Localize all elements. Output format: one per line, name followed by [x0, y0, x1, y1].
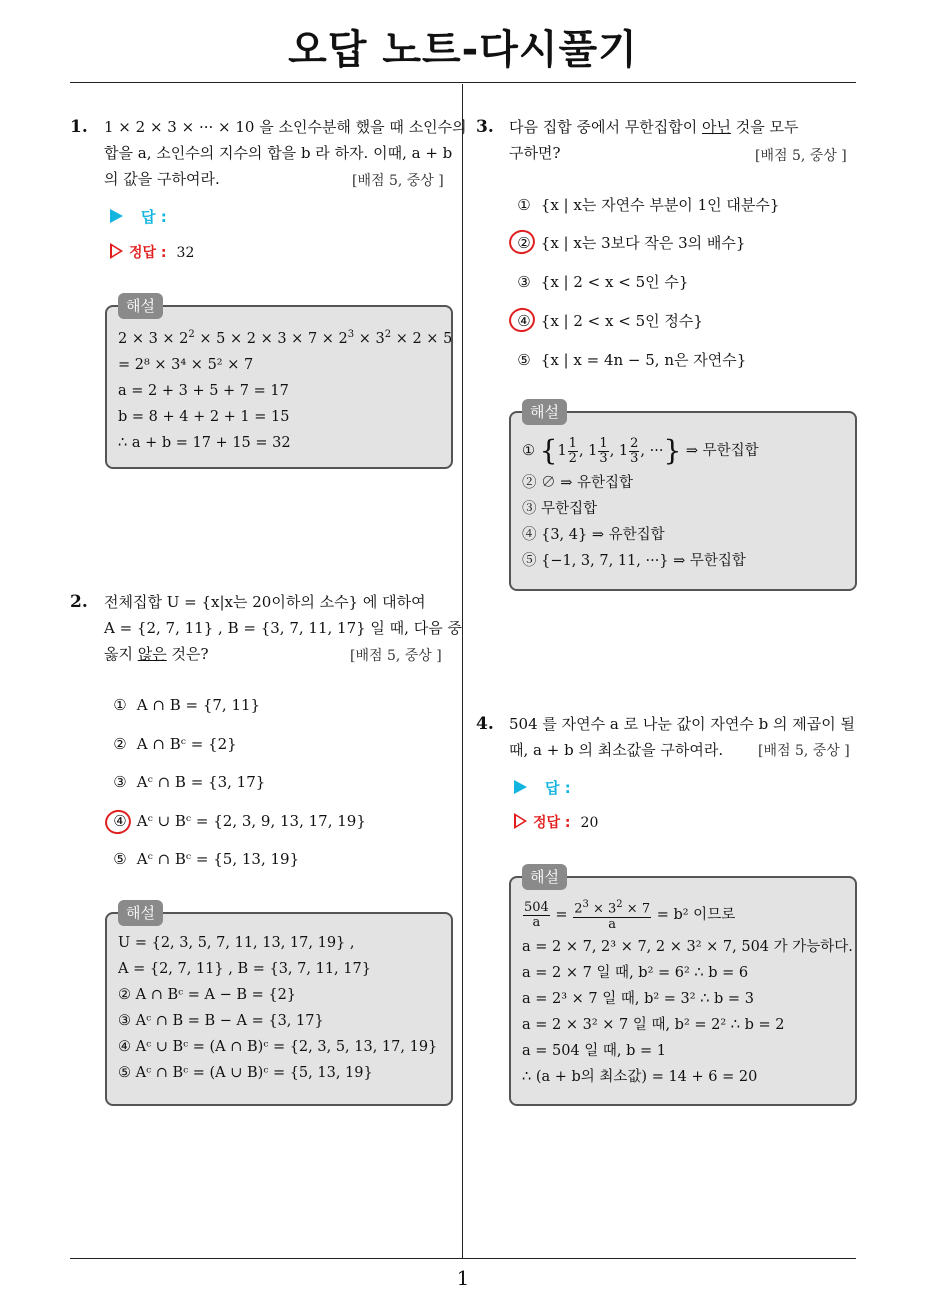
answer-label: 답 :	[141, 208, 167, 226]
question-3-score: [배점 5, 중상 ]	[755, 148, 847, 164]
solution-line: ⑤ {−1, 3, 7, 11, ···} ⇒ 무한집합	[522, 553, 746, 569]
solution-line: ④ Aᶜ ∪ Bᶜ = (A ∩ B)ᶜ = {2, 3, 5, 13, 17, 19}	[118, 1039, 438, 1055]
solution-line: ∴ a + b = 17 + 15 = 32	[118, 434, 291, 451]
solution-line: ② ∅ ⇒ 유한집합	[522, 475, 634, 491]
solution-line: ③ Aᶜ ∩ B = B − A = {3, 17}	[118, 1013, 324, 1029]
question-1-line: 의 값을 구하여라.	[104, 170, 220, 188]
option-3[interactable]: ③ {x | 2 < x < 5인 수}	[517, 273, 689, 291]
solution-line: ③ 무한집합	[522, 501, 598, 517]
page-number: 1	[456, 1266, 470, 1290]
play-triangle-icon	[110, 209, 123, 223]
solution-tag: 해설	[118, 293, 163, 319]
option-2[interactable]: ② A ∩ Bᶜ = {2}	[113, 735, 237, 753]
question-3-number: 3.	[476, 117, 494, 137]
solution-line: A = {2, 7, 11} , B = {3, 7, 11, 17}	[118, 961, 371, 977]
solution-line: = 2⁸ × 3⁴ × 5² × 7	[118, 356, 254, 373]
answer-prompt	[110, 206, 167, 227]
question-1-score: [배점 5, 중상 ]	[352, 173, 444, 189]
outline-triangle-icon	[514, 813, 527, 829]
solution-line: b = 8 + 4 + 2 + 1 = 15	[118, 408, 290, 425]
answer-label: 답 :	[545, 779, 571, 797]
solution-line: a = 504 일 때, b = 1	[522, 1043, 667, 1059]
question-4-score: [배점 5, 중상 ]	[758, 743, 850, 759]
solution-tag: 해설	[118, 900, 163, 926]
footer-rule	[70, 1258, 856, 1259]
solution-line: ⑤ Aᶜ ∩ Bᶜ = (A ∪ B)ᶜ = {5, 13, 19}	[118, 1065, 373, 1081]
solution-line: U = {2, 3, 5, 7, 11, 13, 17, 19} ,	[118, 935, 355, 951]
option-4[interactable]: ④ {x | 2 < x < 5인 정수}	[517, 312, 703, 330]
solution-line: a = 2 × 7, 2³ × 7, 2 × 3² × 7, 504 가 가능하다.	[522, 939, 853, 955]
question-2-line: A = {2, 7, 11} , B = {3, 7, 11, 17} 일 때, 다음 중	[104, 619, 462, 637]
option-3[interactable]: ③ Aᶜ ∩ B = {3, 17}	[113, 773, 266, 791]
play-triangle-icon	[514, 780, 527, 794]
solution-text	[522, 896, 853, 1090]
column-divider	[462, 84, 463, 1258]
solution-line: ④ {3, 4} ⇒ 유한집합	[522, 527, 665, 543]
solution-tag: 해설	[522, 864, 567, 890]
question-2-number: 2.	[70, 592, 88, 612]
question-1-number: 1.	[70, 117, 88, 137]
solution-line: ① {1 $\frac{1}{2}$ , 1 $\frac{1}{3}$ , 1 $\frac{2}{3}$ , ···} ⇒ 무한집합	[522, 434, 759, 467]
solution-line: ∴ (a + b의 최소값) = 14 + 6 = 20	[522, 1069, 758, 1085]
solution-tag: 해설	[522, 399, 567, 425]
solution-line: ② A ∩ Bᶜ = A − B = {2}	[118, 987, 297, 1003]
solution-line: $2 \times 3 \times 2^2 \times 5 \times 2 \times 3 \times 7 \times 2^3 \times 3^2 \times 2 \times 5$	[118, 329, 453, 347]
header-rule	[70, 82, 856, 83]
answer-prompt	[514, 777, 571, 798]
option-5[interactable]: ⑤ Aᶜ ∩ Bᶜ = {5, 13, 19}	[113, 850, 300, 868]
solution-text	[522, 432, 759, 574]
option-5[interactable]: ⑤ {x | x = 4n − 5, n은 자연수}	[517, 351, 747, 369]
question-1-line: 1 × 2 × 3 × ··· × 10 을 소인수분해 했을 때 소인수의	[104, 118, 467, 136]
option-2[interactable]: ② {x | x는 3보다 작은 3의 배수}	[517, 234, 746, 252]
solution-text	[118, 930, 437, 1086]
outline-triangle-icon	[110, 243, 123, 259]
question-3-line: 구하면?	[509, 144, 561, 162]
option-1[interactable]: ① A ∩ B = {7, 11}	[113, 696, 261, 714]
question-4-number: 4.	[476, 714, 494, 734]
solution-line: a = 2³ × 7 일 때, b² = 3² ∴ b = 3	[522, 991, 754, 1007]
solution-line: a = 2 + 3 + 5 + 7 = 17	[118, 382, 289, 399]
solution-line: $\frac{504}{a}$ = $\frac{2^3 \times 3^2 \times 7}{a}$ = b² 이므로	[524, 899, 736, 932]
question-4-line: 504 를 자연수 a 로 나눈 값이 자연수 b 의 제곱이 될	[509, 715, 855, 733]
question-3-line: 다음 집합 중에서 무한집합이 아닌 것을 모두	[509, 118, 799, 136]
question-1-line: 합을 a, 소인수의 지수의 합을 b 라 하자. 이때, a + b	[104, 144, 453, 162]
correct-value: 20	[580, 815, 599, 831]
correct-answer	[110, 242, 194, 262]
question-2-line: 전체집합 U = {x|x는 20이하의 소수} 에 대하여	[104, 593, 426, 611]
solution-line: a = 2 × 3² × 7 일 때, b² = 2² ∴ b = 2	[522, 1017, 785, 1033]
correct-answer	[514, 812, 598, 832]
solution-line: a = 2 × 7 일 때, b² = 6² ∴ b = 6	[522, 965, 749, 981]
option-1[interactable]: ① {x | x는 자연수 부분이 1인 대분수}	[517, 196, 780, 214]
correct-label: 정답 :	[129, 245, 167, 261]
question-2-score: [배점 5, 중상 ]	[350, 648, 442, 664]
question-2-line: 옳지 않은 것은?	[104, 645, 209, 663]
correct-value: 32	[176, 245, 195, 261]
correct-label: 정답 :	[533, 815, 571, 831]
page-title: 오답 노트-다시풀기	[288, 27, 638, 73]
option-4[interactable]: ④ Aᶜ ∪ Bᶜ = {2, 3, 9, 13, 17, 19}	[113, 812, 366, 830]
solution-text	[118, 322, 452, 456]
question-4-line: 때, a + b 의 최소값을 구하여라.	[509, 741, 724, 759]
